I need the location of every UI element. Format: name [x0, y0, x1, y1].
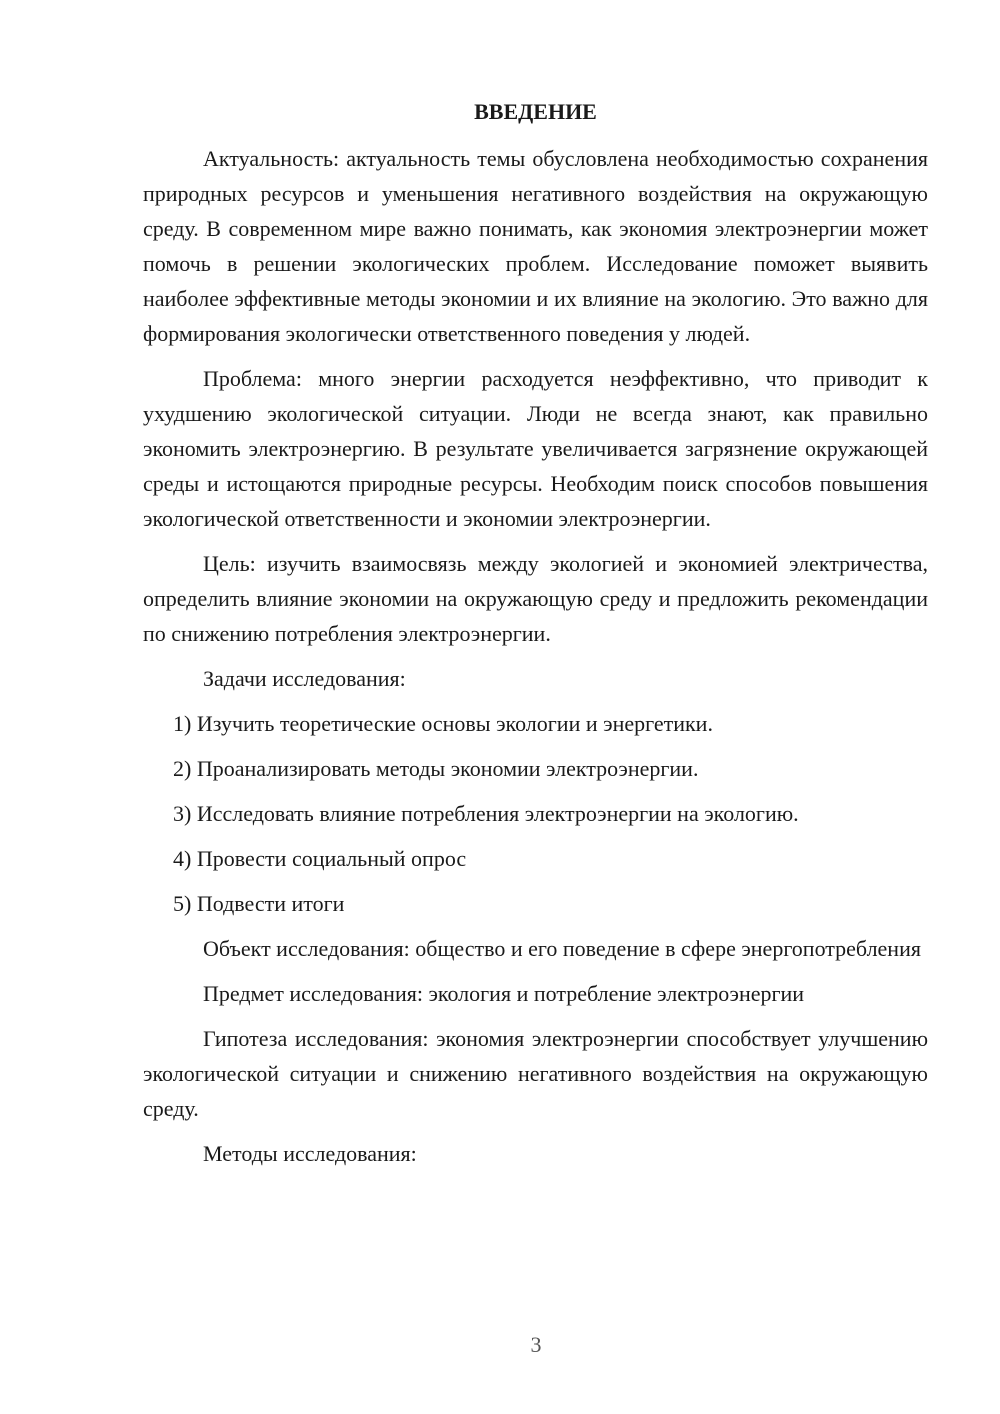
page-title: ВВЕДЕНИЕ — [474, 99, 597, 124]
task-item-5: 5) Подвести итоги — [173, 891, 345, 916]
goal-paragraph: Цель: изучить взаимосвязь между экологией и экономией электричества, определить влияние экономии на окружающую среду и предложить рекомендации по снижению потребления электроэнергии. — [143, 551, 928, 646]
subject-paragraph: Предмет исследования: экология и потребление электроэнергии — [203, 981, 805, 1006]
task-item-1: 1) Изучить теоретические основы экологии и энергетики. — [173, 711, 713, 736]
task-item-3: 3) Исследовать влияние потребления электроэнергии на экологию. — [173, 801, 799, 826]
problem-paragraph: Проблема: много энергии расходуется неэффективно, что приводит к ухудшению экологической ситуации. Люди не всегда знают, как правильно экономить электроэнергию. В результате увеличивается загрязнение окружающей среды и истощаются природные ресурсы. Необходим поиск способов повышения экологической ответственности и экономии электроэнергии. — [143, 366, 928, 531]
relevance-paragraph: Актуальность: актуальность темы обусловлена необходимостью сохранения природных ресурсов и уменьшения негативного воздействия на окружающую среду. В современном мире важно понимать, как экономия электроэнергии может помочь в решении экологических проблем. Исследование поможет выявить наиболее эффективные методы экономии и их влияние на экологию. Это важно для формирования экологически ответственного поведения у людей. — [143, 146, 928, 346]
methods-heading: Методы исследования: — [203, 1141, 417, 1166]
page-number: 3 — [530, 1332, 542, 1357]
task-item-4: 4) Провести социальный опрос — [173, 846, 467, 871]
task-item-2: 2) Проанализировать методы экономии электроэнергии. — [173, 756, 699, 781]
page-content — [143, 94, 928, 1181]
object-paragraph: Объект исследования: общество и его поведение в сфере энергопотребления — [203, 936, 921, 961]
tasks-heading: Задачи исследования: — [203, 666, 406, 691]
hypothesis-paragraph: Гипотеза исследования: экономия электроэнергии способствует улучшению экологической ситуации и снижению негативного воздействия на окружающую среду. — [143, 1026, 928, 1121]
